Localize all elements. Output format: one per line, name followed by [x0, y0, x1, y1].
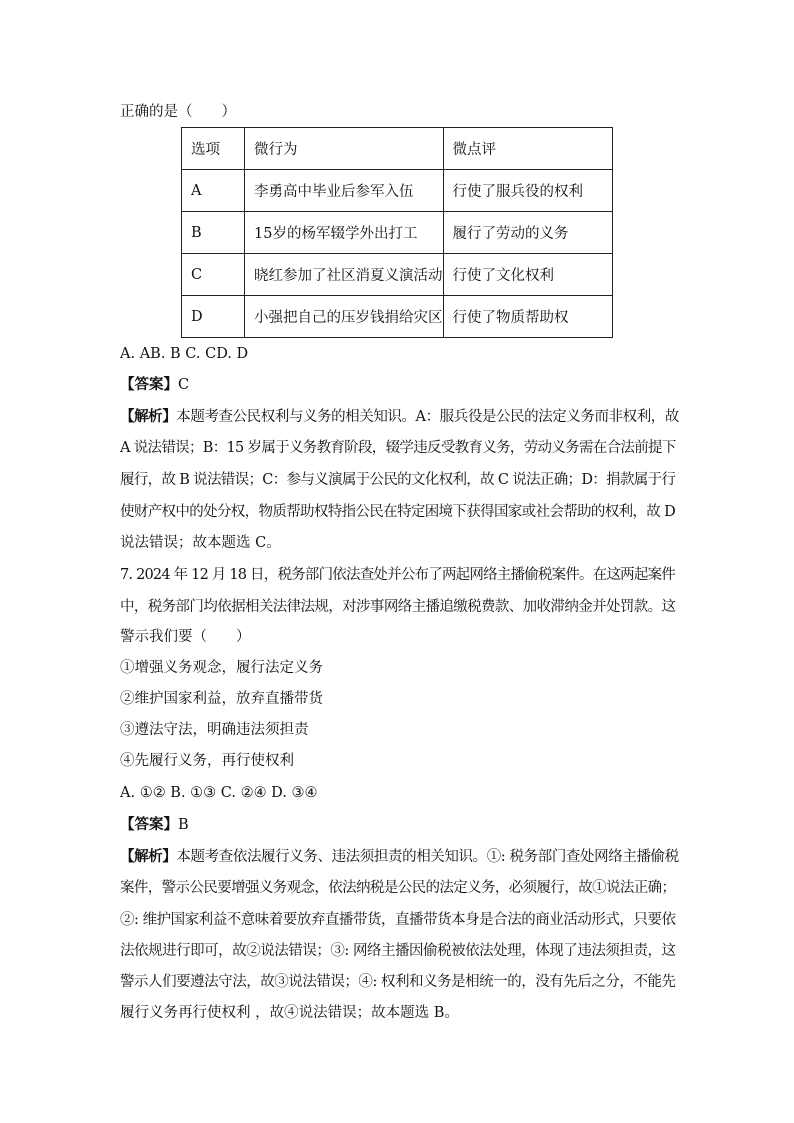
table-row: [182, 212, 613, 254]
table-header-cell: 微点评: [443, 128, 612, 170]
table-cell: 行使了文化权利: [443, 254, 612, 296]
table-header-cell: 微行为: [245, 128, 444, 170]
question-7-analysis-line: 履行义务再行使权利 ，故④说法错误；故本题选 B。: [120, 1005, 459, 1021]
question-6-stem-tail: 正确的是（ ）: [120, 104, 236, 120]
question-7-stem-line: 7. 2024 年 12 月 18 日，税务部门依法查处并公布了两起网络主播偷税案件。在这两起案件: [120, 567, 675, 583]
table-header-cell: 选项: [182, 128, 245, 170]
question-7-option: ①增强义务观念，履行法定义务: [120, 660, 323, 676]
table-cell: 李勇高中毕业后参军入伍: [245, 170, 444, 212]
table-cell: 15岁的杨军辍学外出打工: [245, 212, 444, 254]
answer-label: 【答案】: [120, 816, 178, 833]
question-7-option: ②维护国家利益，放弃直播带货: [120, 691, 323, 707]
table-header-row: [182, 128, 613, 170]
question-6-choices: A. AB. B C. CD. D: [120, 346, 249, 362]
options-table: [181, 127, 613, 338]
question-7-analysis-line: 警示人们要遵法守法，故③说法错误；④: 权利和义务是相统一的，没有先后之分，不能先: [120, 974, 676, 990]
table-cell: 履行了劳动的义务: [443, 212, 612, 254]
answer-label: 【答案】: [120, 376, 178, 393]
table-cell: C: [182, 254, 245, 296]
question-7-choices: A. ①② B. ①③ C. ②④ D. ③④: [120, 785, 318, 801]
question-7-analysis-line: ②: 维护国家利益不意味着要放弃直播带货，直播带货本身是合法的商业活动形式，只要依: [120, 912, 676, 928]
analysis-text: 本题考查依法履行义务、违法须担责的相关知识。①: 税务部门查处网络主播偷税: [176, 849, 679, 865]
table-row: [182, 296, 613, 338]
analysis-text: 本题考查公民权利与义务的相关知识。A：服兵役是公民的法定义务而非权利，故: [176, 409, 679, 425]
analysis-label: 【解析】: [120, 408, 177, 425]
question-6-analysis-line: A 说法错误；B：15 岁属于义务教育阶段，辍学违反受教育义务，劳动义务需在合法前提下: [120, 440, 676, 456]
table-row: [182, 254, 613, 296]
table-cell: 晓红参加了社区消夏义演活动: [245, 254, 444, 296]
table-row: [182, 170, 613, 212]
table-cell: B: [182, 212, 245, 254]
question-6-analysis-line: [120, 407, 679, 427]
table-cell: A: [182, 170, 245, 212]
question-7-analysis-line: [120, 847, 679, 867]
analysis-label: 【解析】: [120, 848, 177, 865]
question-7-analysis-line: 案件，警示公民要增强义务观念，依法纳税是公民的法定义务，必须履行，故①说法正确；: [120, 880, 676, 896]
question-6-analysis-line: 说法错误；故本题选 C。: [120, 535, 281, 551]
table-cell: 小强把自己的压岁钱捐给灾区: [245, 296, 444, 338]
table-cell: D: [182, 296, 245, 338]
table-cell: 行使了物质帮助权: [443, 296, 612, 338]
question-7-stem-line: 警示我们要（ ）: [120, 629, 251, 645]
question-6-analysis-line: 履行，故 B 说法错误；C：参与义演属于公民的文化权利，故 C 说法正确；D：捐款属于行: [120, 472, 676, 488]
question-6-analysis-line: 使财产权中的处分权，物质帮助权特指公民在特定困境下获得国家或社会帮助的权利，故 D: [120, 504, 676, 520]
table-cell: 行使了服兵役的权利: [443, 170, 612, 212]
question-6-answer: [120, 375, 189, 395]
answer-value: C: [178, 377, 190, 393]
answer-value: B: [178, 817, 189, 833]
question-7-option: ③遵法守法，明确违法须担责: [120, 722, 309, 738]
question-7-answer: [120, 815, 189, 835]
question-7-stem-line: 中，税务部门均依据相关法律法规，对涉事网络主播追缴税费款、加收滞纳金并处罚款。这: [120, 599, 676, 615]
question-7-analysis-line: 法依规进行即可，故②说法错误；③: 网络主播因偷税被依法处理，体现了违法须担责，这: [120, 943, 676, 959]
question-7-option: ④先履行义务，再行使权利: [120, 753, 294, 769]
